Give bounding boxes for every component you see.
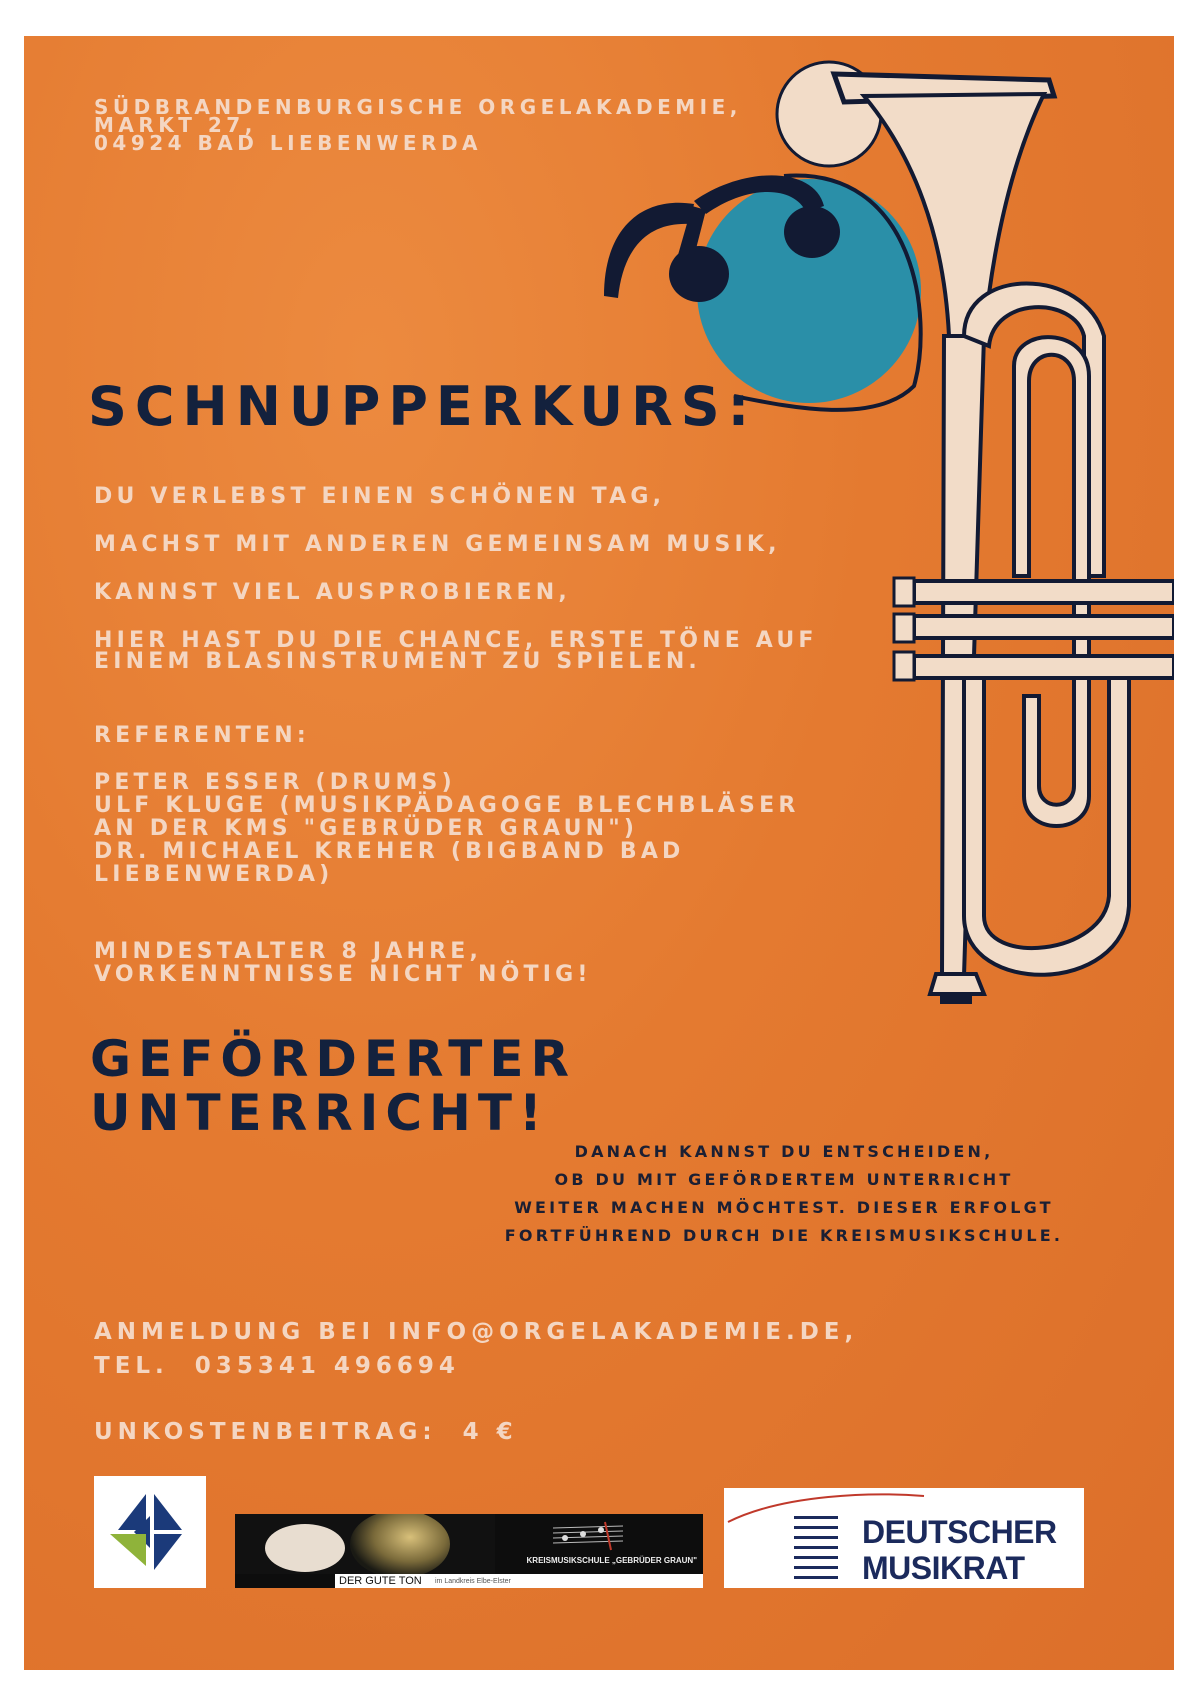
sheet-music-icon: [553, 1520, 623, 1552]
referents-heading: REFERENTEN:: [94, 723, 310, 748]
referent-line-5: LIEBENWERDA): [94, 862, 334, 887]
address-line-2: MARKT 27,: [94, 113, 257, 137]
address-line-3: 04924 BAD LIEBENWERDA: [94, 131, 483, 155]
followup-line-4: FORTFÜHREND DURCH DIE KREISMUSIKSCHULE.: [504, 1226, 1064, 1245]
intro-line-2: MACHST MIT ANDEREN GEMEINSAM MUSIK,: [94, 532, 781, 557]
school-caption-bar: [335, 1574, 703, 1588]
registration-line-2: TEL. 035341 496694: [94, 1353, 460, 1379]
referent-line-1: PETER ESSER (DRUMS): [94, 770, 456, 795]
intro-line-3: KANNST VIEL AUSPROBIEREN,: [94, 580, 571, 605]
followup-line-3: WEITER MACHEN MÖCHTEST. DIESER ERFOLGT: [514, 1198, 1054, 1217]
intro-line-4: HIER HAST DU DIE CHANCE, ERSTE TÖNE AUF: [94, 628, 818, 653]
referent-line-4: DR. MICHAEL KREHER (BIGBAND BAD: [94, 839, 685, 864]
intro-line-1: DU VERLEBST EINEN SCHÖNEN TAG,: [94, 484, 666, 509]
poster: [24, 36, 1174, 1670]
musikrat-line-1: DEUTSCHER: [862, 1514, 1057, 1550]
stripes-icon: [794, 1516, 844, 1586]
page-title: SCHNUPPERKURS:: [88, 375, 758, 438]
followup-line-1: DANACH KANNST DU ENTSCHEIDEN,: [574, 1142, 994, 1161]
musikrat-logo: [724, 1488, 1084, 1588]
school-caption-bottom: DER GUTE TON: [339, 1575, 422, 1587]
intro-line-5: EINEM BLASINSTRUMENT ZU SPIELEN.: [94, 649, 701, 674]
requirement-line-1: MINDESTALTER 8 JAHRE,: [94, 939, 483, 964]
subtitle-line-1: GEFÖRDERTER: [90, 1030, 577, 1088]
school-caption-small: im Landkreis Elbe-Elster: [435, 1578, 511, 1585]
referent-line-2: ULF KLUGE (MUSIKPÄDAGOGE BLECHBLÄSER: [94, 793, 800, 818]
trumpet-photo-icon: [235, 1514, 495, 1574]
referent-line-3: AN DER KMS "GEBRÜDER GRAUN"): [94, 816, 639, 841]
school-caption-top: KREISMUSIKSCHULE „GEBRÜDER GRAUN": [526, 1556, 697, 1565]
registration-line-1: ANMELDUNG BEI INFO@ORGELAKADEMIE.DE,: [94, 1319, 859, 1345]
requirement-line-2: VORKENNTNISSE NICHT NÖTIG!: [94, 962, 592, 987]
music-school-logo: [235, 1514, 703, 1588]
musikrat-line-2: MUSIKRAT: [862, 1550, 1025, 1586]
followup-line-2: OB DU MIT GEFÖRDERTEM UNTERRICHT: [554, 1170, 1014, 1189]
cross-arrows-icon: [94, 1476, 206, 1588]
address-line-1: SÜDBRANDENBURGISCHE ORGELAKADEMIE,: [94, 95, 742, 119]
fee: UNKOSTENBEITRAG: 4 €: [94, 1419, 518, 1445]
church-logo: [94, 1476, 206, 1588]
subtitle-line-2: UNTERRICHT!: [90, 1084, 549, 1142]
